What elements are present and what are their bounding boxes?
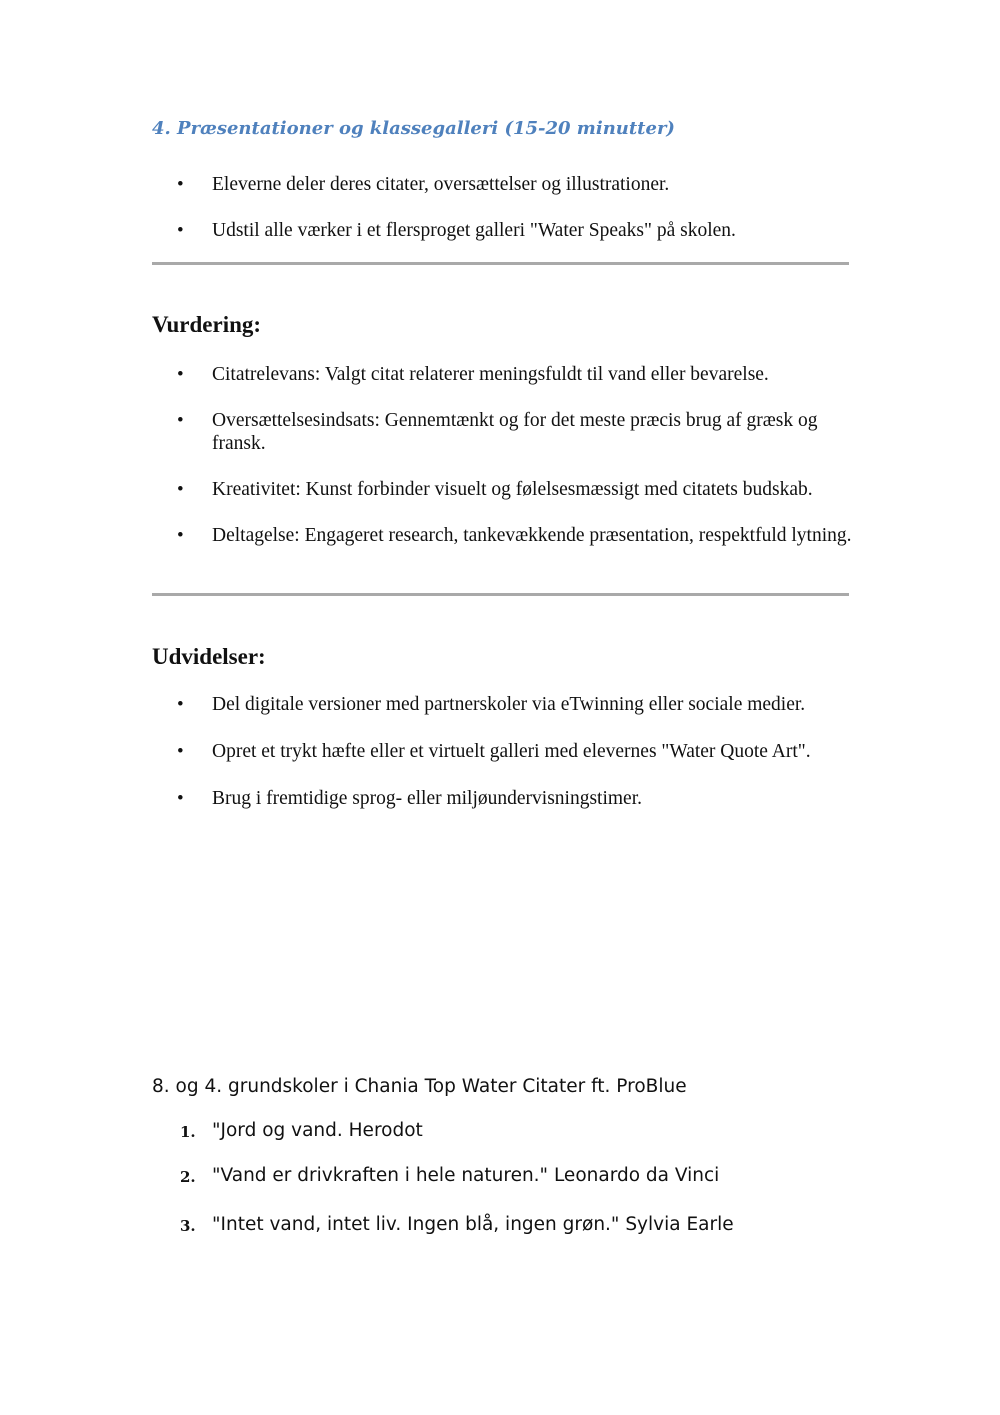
list-item: • Del digitale versioner med partnerskoler via eTwinning eller sociale medier.: [177, 694, 806, 715]
quotes-heading: 8. og 4. grundskoler i Chania Top Water Citater ft. ProBlue: [152, 1076, 687, 1097]
vurdering-list: [0, 363, 1000, 547]
list-item: • Kreativitet: Kunst forbinder visuelt og følelsesmæssigt med citatets budskab.: [177, 479, 813, 500]
bullet-icon: •: [177, 174, 184, 195]
list-item: [0, 1213, 1000, 1237]
bullet-icon: •: [177, 741, 184, 762]
quotes-list: [0, 1119, 1000, 1237]
bullet-icon: •: [177, 525, 184, 546]
list-item: [0, 1164, 1000, 1188]
list-item: • Citatrelevans: Valgt citat relaterer meningsfuldt til vand eller bevarelse.: [177, 364, 769, 385]
quote-text: "Vand er drivkraften i hele naturen." Leonardo da Vinci: [212, 1165, 720, 1186]
quote-text: "Jord og vand. Herodot: [212, 1120, 423, 1141]
list-number: 3.: [180, 1217, 196, 1235]
bullet-icon: •: [177, 364, 184, 385]
bullet-icon: •: [177, 694, 184, 715]
list-item: • Udstil alle værker i et flersproget galleri "Water Speaks" på skolen.: [177, 220, 736, 241]
list-number: 1.: [180, 1123, 196, 1141]
bullet-icon: •: [177, 220, 184, 241]
list-item: • Eleverne deler deres citater, oversættelser og illustrationer.: [177, 174, 670, 195]
list-number: 2.: [180, 1168, 196, 1186]
list-item: • Oversættelsesindsats: Gennemtænkt og for det meste præcis brug af græsk og fransk.: [177, 410, 818, 454]
section-divider: [152, 593, 849, 596]
list-item: • Opret et trykt hæfte eller et virtuelt galleri med elevernes "Water Quote Art".: [177, 741, 811, 762]
udvidelser-list: [0, 693, 1000, 810]
vurdering-heading: Vurdering:: [152, 312, 262, 337]
quote-text: "Intet vand, intet liv. Ingen blå, ingen grøn." Sylvia Earle: [212, 1214, 734, 1235]
list-item: • Brug i fremtidige sprog- eller miljøundervisningstimer.: [177, 788, 643, 809]
list-item: [0, 1119, 1000, 1143]
section-divider: [152, 262, 849, 265]
udvidelser-heading: Udvidelser:: [152, 644, 266, 669]
section-4-list: [0, 173, 1000, 242]
list-item: • Deltagelse: Engageret research, tankevækkende præsentation, respektfuld lytning.: [177, 525, 852, 546]
section-4-heading: 4. Præsentationer og klassegalleri (15-20 minutter): [152, 118, 675, 139]
bullet-icon: •: [177, 410, 184, 431]
bullet-icon: •: [177, 788, 184, 809]
bullet-icon: •: [177, 479, 184, 500]
